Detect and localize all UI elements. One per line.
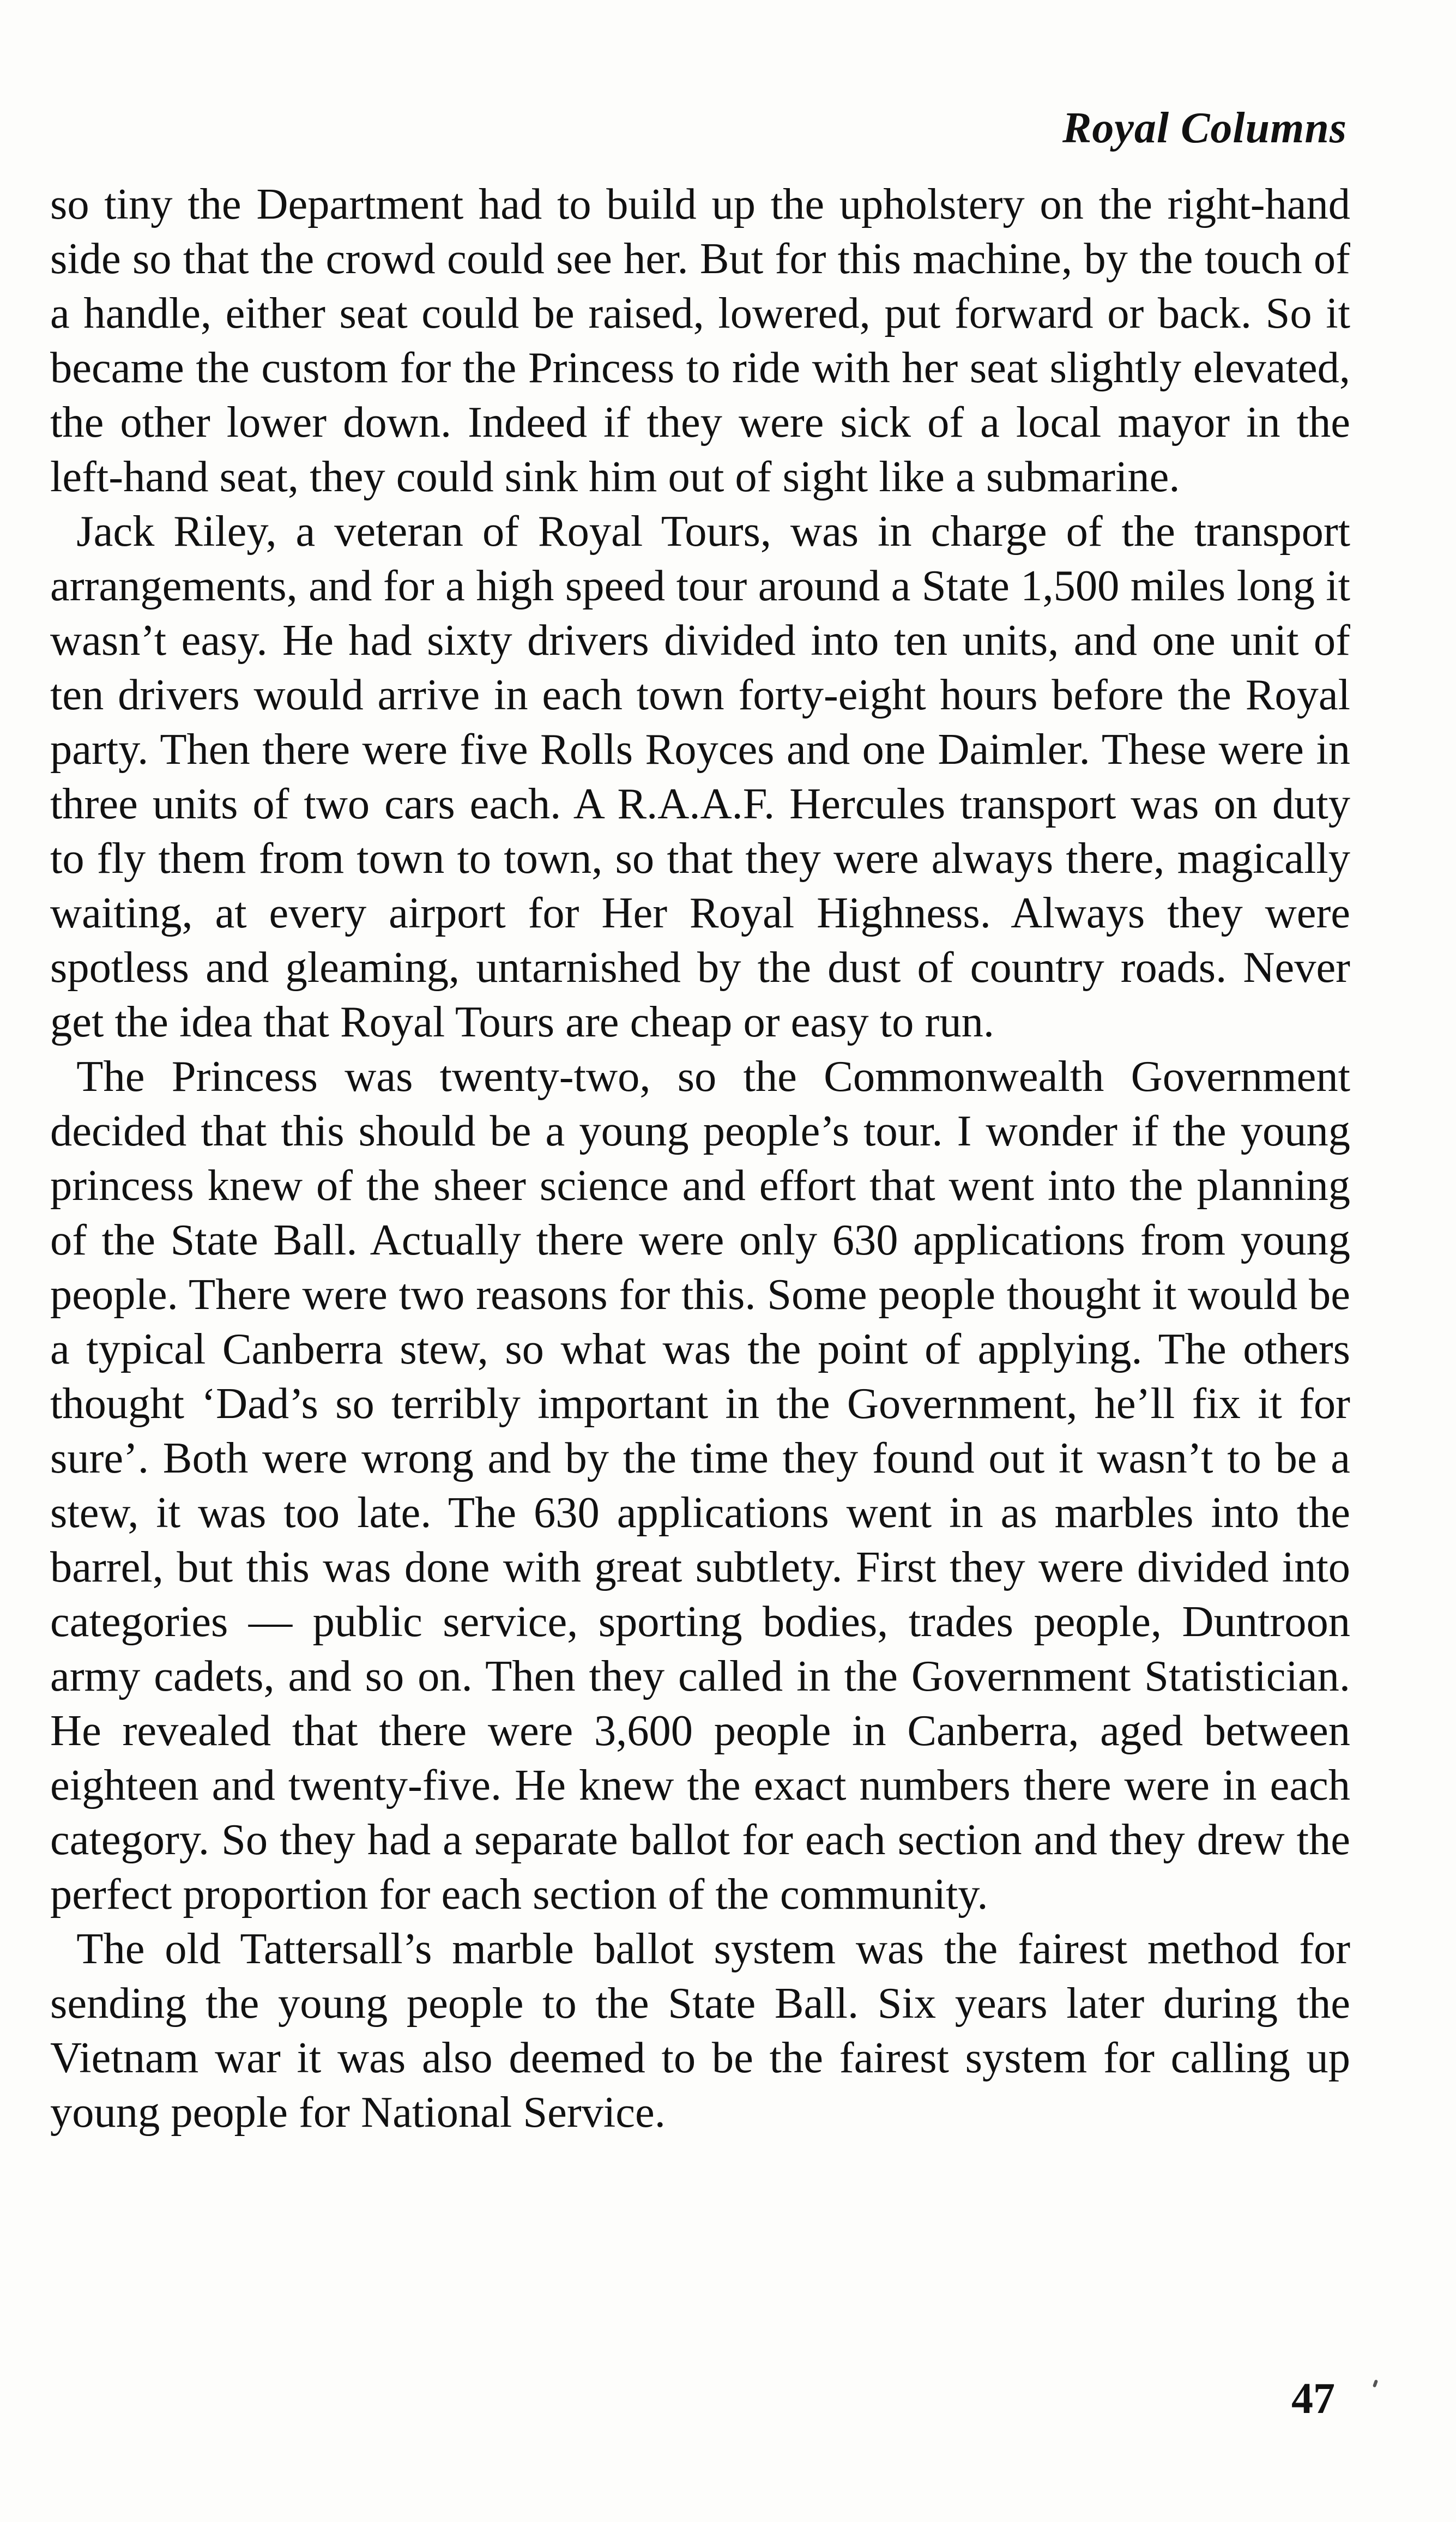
print-speck (1373, 2379, 1378, 2387)
paragraph: The Princess was twenty-two, so the Commonwealth Government decided that this should be a young people’s tour. I wonder if the young princess knew of the sheer science and effort that went into the planning of the State Ball. Actually there were only 630 applications from young people. There were two reasons for this. Some people thought it would be a typical Canberra stew, so what was the point of applying. The others thought ‘Dad’s so terribly important in the Government, he’ll fix it for sure’. Both were wrong and by the time they found out it wasn’t to be a stew, it was too late. The 630 applications went in as marbles into the barrel, but this was done with great subtlety. First they were divided into categories — public service, sporting bodies, trades people, Duntroon army cadets, and so on. Then they called in the Government Statistician. He revealed that there were 3,600 people in Canberra, aged between eighteen and twenty-five. He knew the exact numbers there were in each category. So they had a separate ballot for each section and they drew the perfect proportion for each section of the community. (50, 1052, 1350, 1918)
paragraph: The old Tattersall’s marble ballot system was the fairest method for sending the young people to the State Ball. Six years later during the Vietnam war it was also deemed to be the fairest system for calling up young people for National Service. (50, 1924, 1350, 2137)
paragraph: Jack Riley, a veteran of Royal Tours, was in charge of the transport arrangements, and for a high speed tour around a State 1,500 miles long it wasn’t easy. He had sixty drivers divided into ten units, and one unit of ten drivers would arrive in each town forty-eight hours before the Royal party. Then there were five Rolls Royces and one Daimler. These were in three units of two cars each. A R.A.A.F. Hercules transport was on duty to fly them from town to town, so that they were always there, magically waiting, at every airport for Her Royal Highness. Always they were spotless and gleaming, untarnished by the dust of country roads. Never get the idea that Royal Tours are cheap or easy to run. (50, 507, 1350, 1046)
body-text (50, 177, 1350, 2140)
page-number: 47 (1291, 2375, 1335, 2423)
running-head: Royal Columns (1062, 104, 1347, 152)
paragraph: so tiny the Department had to build up the upholstery on the right-hand side so that the crowd could see her. But for this machine, by the touch of a handle, either seat could be raised, lowered, put forward or back. So it became the custom for the Princess to ride with her seat slightly elevated, the other lower down. Indeed if they were sick of a local mayor in the left-hand seat, they could sink him out of sight like a submarine. (50, 180, 1350, 501)
